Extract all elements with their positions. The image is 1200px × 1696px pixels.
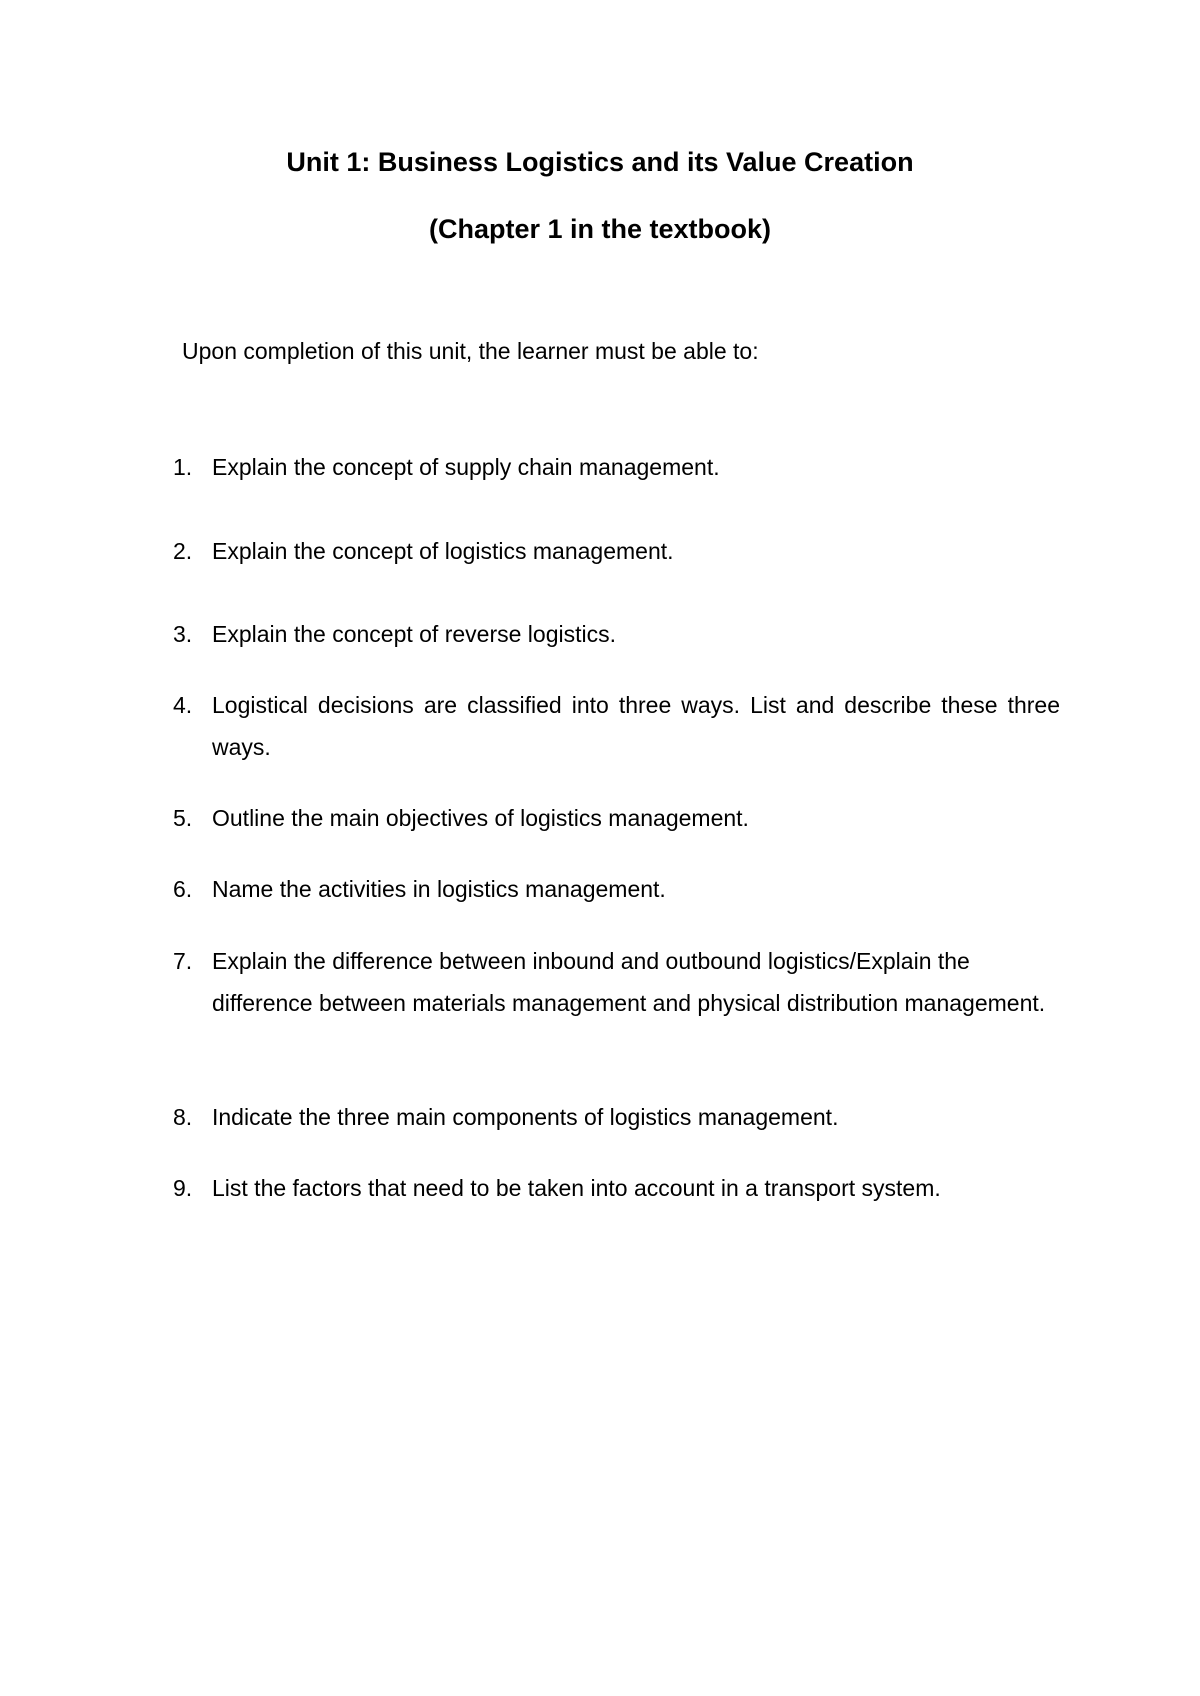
list-item-number: 1.: [173, 454, 193, 480]
list-item-text: Outline the main objectives of logistics management.: [212, 805, 749, 831]
intro-text: Upon completion of this unit, the learner must be able to:: [182, 338, 759, 364]
list-item-text: Name the activities in logistics management.: [212, 876, 666, 902]
page-title: Unit 1: Business Logistics and its Value Creation: [286, 147, 914, 177]
list-item-number: 8.: [173, 1104, 193, 1130]
list-item-number: 2.: [173, 538, 193, 564]
list-item-number: 4.: [173, 692, 193, 718]
list-item-text: Logistical decisions are classified into three ways. List and describe these three ways.: [212, 692, 1060, 760]
list-item-text: List the factors that need to be taken into account in a transport system.: [212, 1175, 941, 1201]
list-item-number: 6.: [173, 876, 193, 902]
list-item-number: 9.: [173, 1175, 193, 1201]
list-item-text: Explain the concept of reverse logistics.: [212, 621, 616, 647]
list-item-number: 3.: [173, 621, 193, 647]
page-subtitle: (Chapter 1 in the textbook): [428, 214, 772, 244]
list-item-text: Explain the difference between inbound and outbound logistics/Explain the difference between materials management and physical distribution management.: [212, 948, 1046, 1016]
list-item-number: 5.: [173, 805, 193, 831]
list-item-text: Explain the concept of logistics management.: [212, 538, 674, 564]
list-item-text: Explain the concept of supply chain management.: [212, 454, 720, 480]
list-item-text: Indicate the three main components of logistics management.: [212, 1104, 839, 1130]
list-item-number: 7.: [173, 948, 193, 974]
